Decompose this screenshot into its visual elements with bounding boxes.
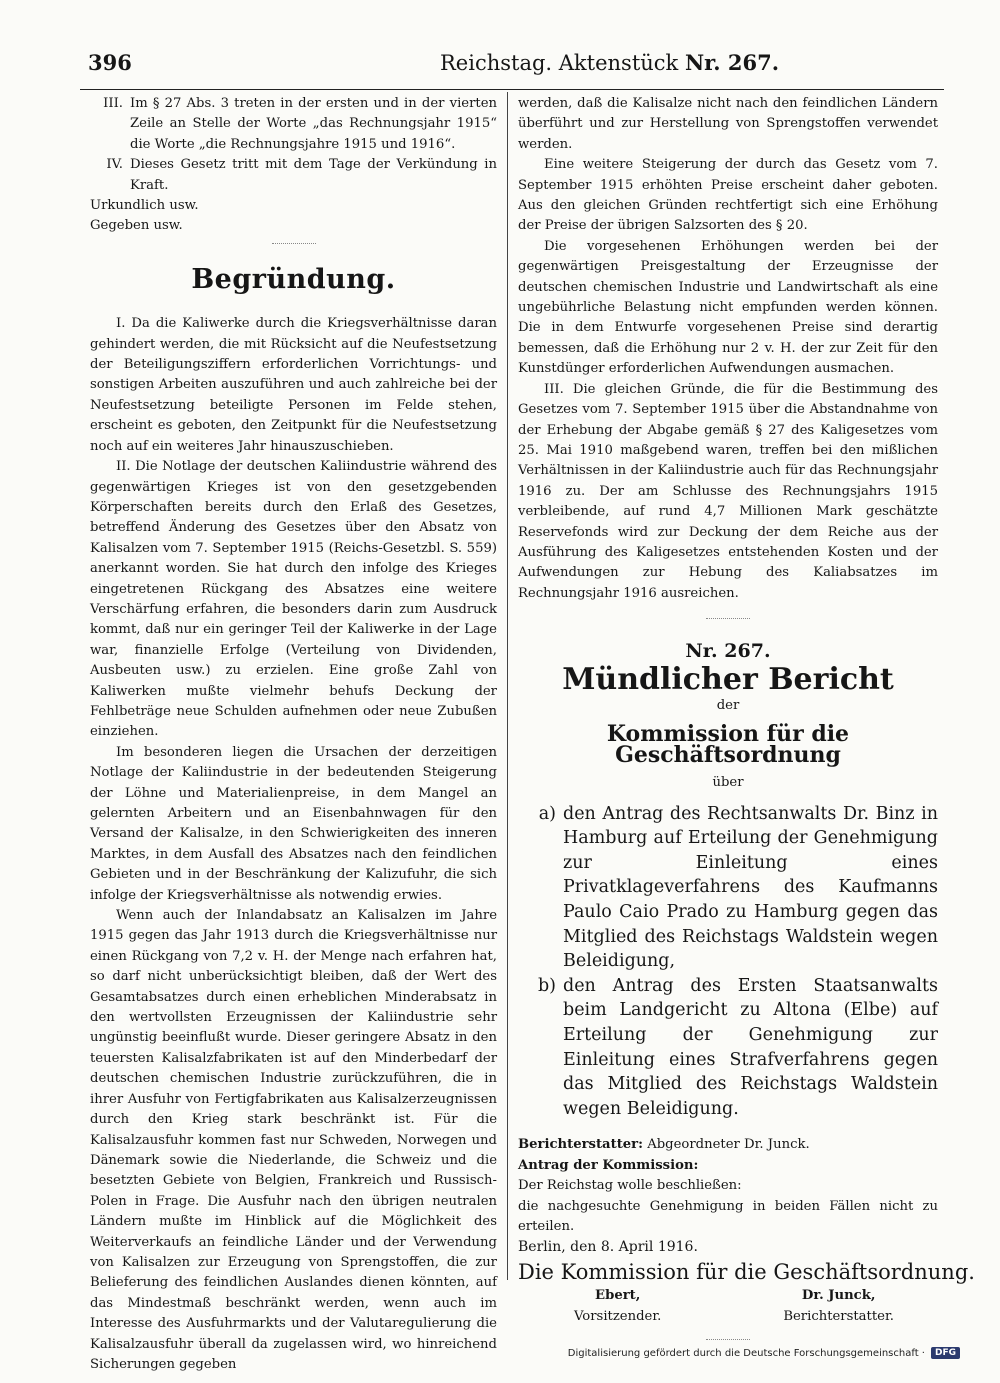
item-text: Dieses Gesetz tritt mit dem Tage der Verkündung in Kraft. <box>130 157 497 193</box>
item-text: Im § 27 Abs. 3 treten in der ersten und in der vierten Zeile an Stelle der Worte „das Rechnungsjahr 1915“ die Worte „die Rechnungsjahre 1915 und 1916“. <box>130 96 497 152</box>
item-number: IV. <box>106 157 123 173</box>
page-number: 396 <box>88 50 132 75</box>
signature-rapporteur <box>783 1286 894 1327</box>
item-text: den Antrag des Rechtsanwalts Dr. Binz in Hamburg auf Erteilung der Genehmigung zur Einleitung eines Privatklageverfahrens des Kaufmanns Paulo Caio Prado zu Hamburg gegen das Mitglied des Reichstags Waldstein wegen Beleidigung, <box>563 803 938 972</box>
paragraph: Im besonderen liegen die Ursachen der derzeitigen Notlage der Kaliindustrie in der bedeutenden Steigerung der Löhne und Materialienpreise, in dem Mangel an gelernten Arbeitern und an Eisenbahnwagen für den Versand der Kalisalze, in den Schwierigkeiten des inneren Marktes, in dem Ausfall des Absatzes nach den feindlichen Gebieten und in der Beschränkung der Kalizufuhr, die sich infolge der Kriegsverhältnisse als notwendig erwies. <box>90 744 497 903</box>
list-item <box>90 94 497 155</box>
report-title: Mündlicher Bericht <box>562 661 894 697</box>
signature-role: Vorsitzender. <box>574 1308 662 1324</box>
signature-name: Ebert, <box>595 1288 641 1304</box>
item-letter: b) <box>537 975 556 996</box>
right-column <box>518 94 975 1340</box>
column-divider <box>507 92 508 1280</box>
motion-list <box>518 802 938 1122</box>
signoff-title: Die Kommission für die Geschäftsordnung. <box>518 1259 975 1284</box>
separator-rule <box>272 243 316 244</box>
rapporteur-label: Berichterstatter: <box>518 1137 643 1153</box>
closing-formula: Urkundlich usw. <box>90 198 199 214</box>
commission-title: Kommission für die Geschäftsordnung <box>606 721 850 768</box>
item-number: III. <box>103 96 123 111</box>
footer-text: Digitalisierung gefördert durch die Deutsche Forschungsgemeinschaft · <box>567 1347 925 1359</box>
motion-label: Antrag der Kommission: <box>518 1157 699 1173</box>
rapporteur-value: Abgeordneter Dr. Junck. <box>647 1137 810 1153</box>
left-column <box>90 94 497 1375</box>
running-title-prefix: Reichstag. Aktenstück <box>440 51 679 75</box>
signature-role: Berichterstatter. <box>783 1308 894 1324</box>
header-rule <box>80 89 944 90</box>
running-title <box>440 50 779 75</box>
document-number-heading: Nr. 267. <box>685 640 771 663</box>
page-header <box>80 50 940 90</box>
signature-name: Dr. Junck, <box>801 1288 876 1304</box>
list-item <box>90 155 497 196</box>
list-item <box>518 974 938 1122</box>
item-text: den Antrag des Ersten Staatsanwalts beim Landgericht zu Altona (Elbe) auf Erteilung der Genehmigung zur Einleitung eines Strafverfahrens gegen das Mitglied des Reichstags Waldstein wegen Beleidigung. <box>563 975 938 1119</box>
rapporteur-line <box>518 1135 938 1155</box>
motion-text: Der Reichstag wolle beschließen: <box>518 1178 742 1194</box>
paragraph: Die vorgesehenen Erhöhungen werden bei der gegenwärtigen Preisgestaltung der Erzeugnisse der deutschen chemischen Industrie und Landwirtschaft als eine ungebührliche Belastung nicht empfunden werden können. Die in dem Entwurfe vorgesehenen Preise sind derartig bemessen, daß die Erhöhung nur 2 v. H. der zur Zeit für den Kunstdünger erforderlichen Aufwendungen ausmachen. <box>518 238 938 377</box>
separator-rule <box>706 1339 750 1340</box>
separator-rule <box>706 618 750 619</box>
motion-resolution: die nachgesuchte Genehmigung in beiden Fällen nicht zu erteilen. <box>518 1198 938 1234</box>
paragraph: Wenn auch der Inlandabsatz an Kalisalzen im Jahre 1915 gegen das Jahr 1913 durch die Kriegsverhältnisse nur einen Rückgang von 7,2 v. H. der Menge nach erfahren hat, so darf nicht unberücksichtigt bleiben, daß der Wert des Gesamtabsatzes durch einen erheblichen Minderabsatz in den wertvollsten Erzeugnissen der Kaliindustrie sehr ungünstig beeinflußt wurde. Dieser geringere Absatz in den teuersten Kalisalzfabrikaten ist auf den Minderbedarf der deutschen chemischen Industrie zurückzuführen, die in ihrer Ausfuhr von Fertigfabrikaten aus Kalisalzerzeugnissen durch den Krieg stark beschränkt ist. Für die Kalisalzausfuhr kommen fast nur Schweden, Norwegen und Dänemark sowie die Niederlande, die Schweiz und die besetzten Gebiete von Belgien, Frankreich und Russisch-Polen in Frage. Die Ausfuhr nach den übrigen neutralen Ländern mußte im Hinblick auf die Möglichkeit des Weiterverkaufs an feindliche Länder und der Verwendung von Kalisalzen zur Erzeugung von Sprengstoffen, die zur Belieferung des feindlichen Auslandes dienen könnten, auf das Mindestmaß beschränkt werden, wenn auch im Interesse des Ausfuhrmarkts und der Valutaregulierung die Kalisalzausfuhr überall da zugelassen wird, wo hinreichend Sicherungen gegeben <box>90 908 497 1372</box>
list-item <box>518 802 938 974</box>
paragraph: I. Da die Kaliwerke durch die Kriegsverhältnisse daran gehindert werden, die mit Rücksicht auf die Neufestsetzung der Beteiligungsziffern erforderlichen Vorrichtungs- und sonstigen Arbeiten auszuführen und auch zahlreiche bei der Neufestsetzung beteiligte Personen im Felde stehen, erscheint es geboten, den Zeitpunkt für die Neufestsetzung noch auf ein weiteres Jahr hinauszuschieben. <box>90 316 497 454</box>
connector-text: über <box>712 775 744 791</box>
signature-chair <box>574 1286 661 1327</box>
paragraph: werden, daß die Kalisalze nicht nach den feindlichen Ländern überführt und zur Herstellung von Sprengstoffen verwendet werden. <box>518 96 938 152</box>
dfg-logo: DFG <box>931 1347 960 1359</box>
paragraph: II. Die Notlage der deutschen Kaliindustrie während des gegenwärtigen Krieges ist von den gesetzgebenden Körperschaften bereits durch den Erlaß des Gesetzes, betreffend Änderung des Gesetzes über den Absatz von Kalisalzen vom 7. September 1915 (Reichs-Gesetzbl. S. 559) anerkannt worden. Sie hat durch den infolge des Krieges eingetretenen Rückgang des Absatzes eine weitere Verschärfung erfahren, die besonders darin zum Ausdruck kommt, daß nur ein geringer Teil der Kaliwerke in der Lage war, finanzielle Erfolge (Verteilung von Dividenden, Ausbeuten usw.) zu erzielen. Eine große Zahl von Kaliwerken mußte vielmehr behufs Deckung der Fehlbeträge neue Schulden aufnehmen oder neue Zubußen einziehen. <box>90 459 497 740</box>
running-title-number: Nr. 267. <box>684 50 780 75</box>
place-date: Berlin, den 8. April 1916. <box>518 1239 698 1256</box>
signatures <box>518 1286 938 1327</box>
item-letter: a) <box>538 803 556 824</box>
digitization-footer <box>568 1347 960 1359</box>
connector-text: der <box>716 697 740 713</box>
paragraph: Eine weitere Steigerung der durch das Gesetz vom 7. September 1915 erhöhten Preise erscheint daher geboten. Aus den gleichen Gründen rechtfertigt sich eine Erhöhung der Preise der übrigen Salzsorten des § 20. <box>518 157 938 234</box>
paragraph: III. Die gleichen Gründe, die für die Bestimmung des Gesetzes vom 7. September 1915 über die Abstandnahme von der Erhebung der Abgabe gemäß § 27 des Kaligesetzes vom 25. Mai 1910 maßgebend waren, treffen bei den mißlichen Verhältnissen in der Kaliindustrie auch für das Rechnungsjahr 1916 zu. Der am Schlusse des Rechnungsjahrs 1915 verbleibende, auf rund 4,7 Millionen Mark geschätzte Reservefonds wird zur Deckung der dem Reiche aus der Ausführung des Kaligesetzes entstehenden Kosten und der Aufwendungen zur Hebung des Kaliabsatzes im Rechnungsjahr 1916 ausreichen. <box>518 381 938 601</box>
section-heading: Begründung. <box>191 263 396 295</box>
closing-formula: Gegeben usw. <box>90 218 183 234</box>
